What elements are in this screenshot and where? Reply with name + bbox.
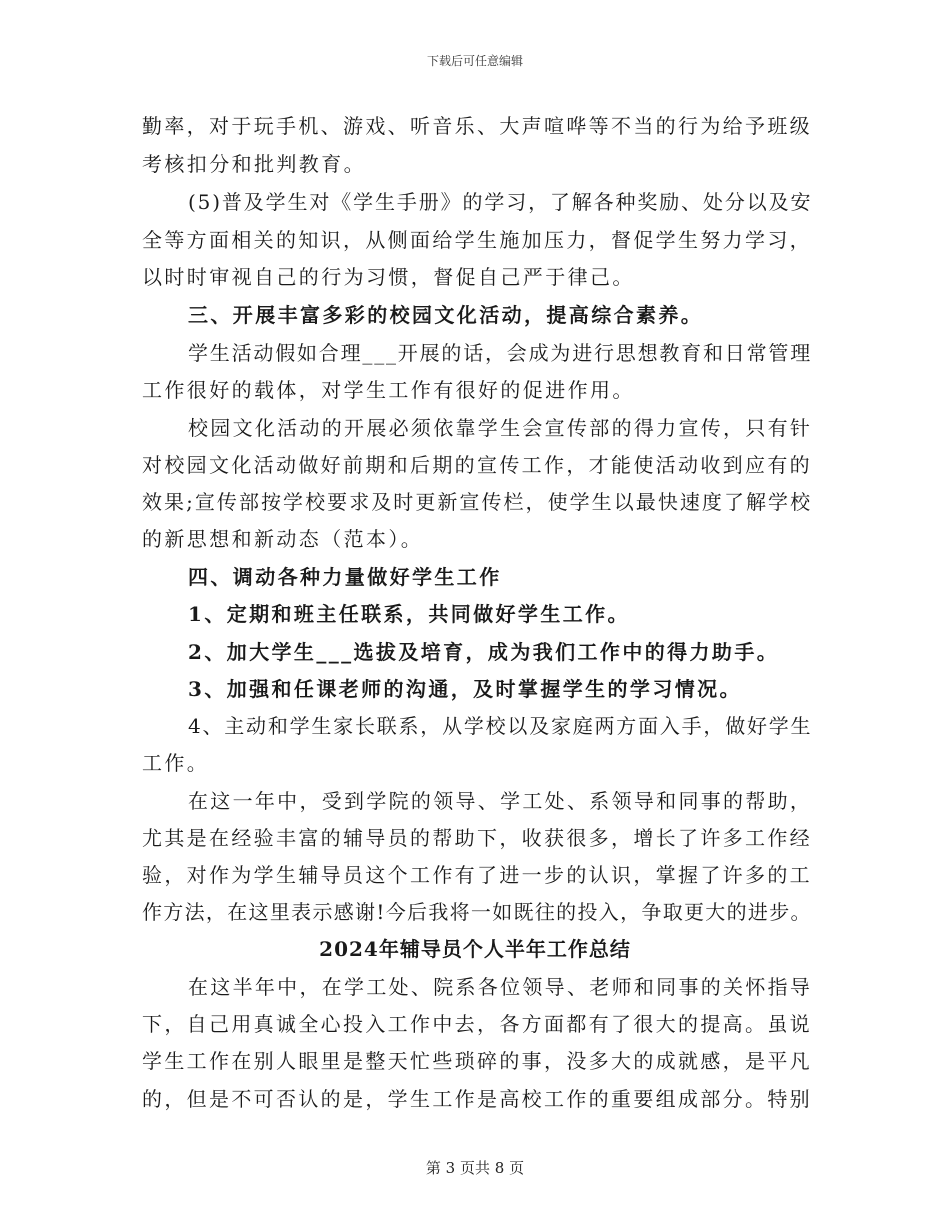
text-line: 以时时审视自己的行为习惯，督促自己严于律己。 bbox=[142, 265, 635, 289]
list-item: 4、主动和学生家长联系，从学校以及家庭两方面入手，做好学生 bbox=[188, 714, 813, 738]
text-line: 学生活动假如合理___开展的话，会成为进行思想教育和日常管理 bbox=[188, 341, 812, 365]
list-item: 3、加强和任课老师的沟通，及时掌握学生的学习情况。 bbox=[188, 677, 742, 701]
text-line: 勤率，对于玩手机、游戏、听音乐、大声喧哗等不当的行为给予班级 bbox=[142, 114, 812, 138]
document-title: 2024年辅导员个人半年工作总结 bbox=[319, 937, 631, 961]
text-line: 作方法，在这里表示感谢!今后我将一如既往的投入，争取更大的进步。 bbox=[142, 900, 812, 924]
text-line: 学生工作在别人眼里是整天忙些琐碎的事，没多大的成就感，是平凡 bbox=[142, 1049, 812, 1073]
page-footer: 第 3 页共 8 页 bbox=[425, 1159, 525, 1177]
text-line: 尤其是在经验丰富的辅导员的帮助下，收获很多，增长了许多工作经 bbox=[142, 826, 812, 850]
text-line: 下，自己用真诚全心投入工作中去，各方面都有了很大的提高。虽说 bbox=[142, 1012, 812, 1036]
text-line: 工作。 bbox=[142, 751, 210, 775]
text-line: 考核扣分和批判教育。 bbox=[142, 152, 366, 176]
page-header: 下载后可任意编辑 bbox=[426, 54, 523, 68]
text-line: 对校园文化活动做好前期和后期的宣传工作，才能使活动收到应有的 bbox=[142, 453, 812, 477]
text-line: 在这一年中，受到学院的领导、学工处、系领导和同事的帮助， bbox=[188, 789, 813, 813]
text-line: 的，但是不可否认的是，学生工作是高校工作的重要组成部分。特别 bbox=[142, 1087, 812, 1111]
list-item: 1、定期和班主任联系，共同做好学生工作。 bbox=[188, 602, 630, 626]
text-line: 校园文化活动的开展必须依靠学生会宣传部的得力宣传，只有针 bbox=[188, 416, 813, 440]
text-line: 验，对作为学生辅导员这个工作有了进一步的认识，掌握了许多的工 bbox=[142, 863, 812, 887]
text-line: 在这半年中，在学工处、院系各位领导、老师和同事的关怀指导 bbox=[188, 975, 813, 999]
text-line: 全等方面相关的知识，从侧面给学生施加压力，督促学生努力学习， bbox=[142, 228, 812, 252]
section-heading: 四、调动各种力量做好学生工作 bbox=[188, 565, 502, 589]
list-item: 2、加大学生___选拔及培育，成为我们工作中的得力助手。 bbox=[188, 640, 780, 664]
text-line: 工作很好的载体，对学生工作有很好的促进作用。 bbox=[142, 378, 635, 402]
text-line: 效果;宣传部按学校要求及时更新宣传栏，使学生以最快速度了解学校 bbox=[142, 490, 813, 514]
text-line: (5)普及学生对《学生手册》的学习，了解各种奖励、处分以及安 bbox=[188, 190, 813, 214]
text-line: 的新思想和新动态（范本）。 bbox=[142, 527, 424, 551]
section-heading: 三、开展丰富多彩的校园文化活动，提高综合素养。 bbox=[188, 303, 704, 327]
